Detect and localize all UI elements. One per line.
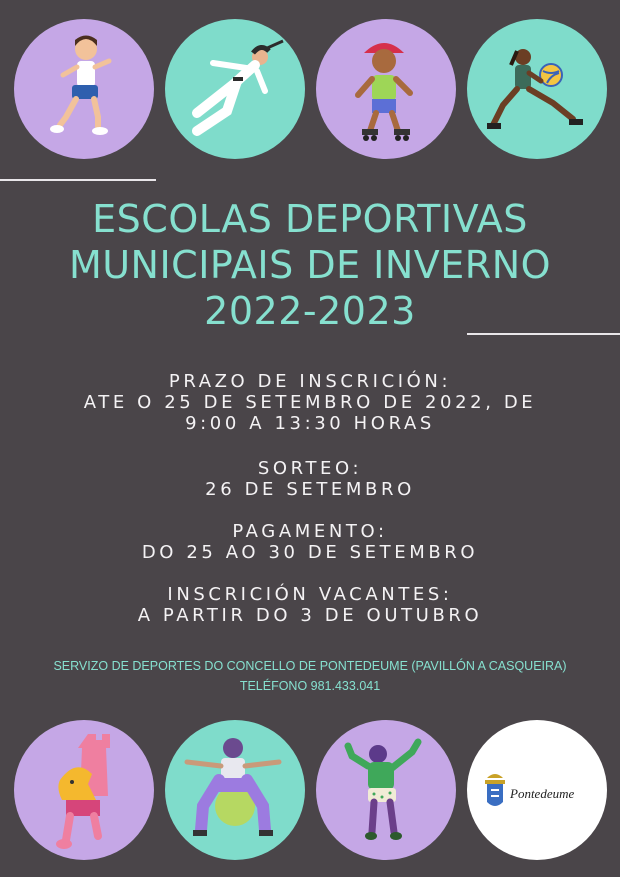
service-name: SERVIZO DE DEPORTES DO CONCELLO DE PONTEDEUME (PAVILLÓN A CASQUEIRA) (53, 659, 567, 673)
title-line-3: 2022-2023 (204, 289, 416, 333)
contact-block (0, 656, 620, 696)
chess-pieces-icon (14, 720, 154, 860)
payment-block (0, 521, 620, 563)
payment-label: PAGAMENTO: (232, 521, 388, 542)
payment-dates: DO 25 AO 30 DE SETEMBRO (141, 542, 479, 563)
vacancies-date: A PARTIR DO 3 DE OUTUBRO (137, 605, 483, 626)
runner-illustration (14, 19, 154, 159)
gym-ball-illustration (165, 720, 305, 860)
volleyball-illustration (467, 19, 607, 159)
dancer-illustration (316, 720, 456, 860)
registration-line-2: 9:00 A 13:30 HORAS (185, 413, 435, 434)
martial-arts-kick-icon (165, 19, 305, 159)
page-title (0, 196, 620, 334)
registration-line-1: ATE O 25 DE SETEMBRO DE 2022, DE (83, 392, 537, 413)
registration-label: PRAZO DE INSCRICIÓN: (168, 371, 452, 392)
top-divider-line (0, 179, 156, 181)
gym-ball-squat-icon (165, 720, 305, 860)
title-line-2: MUNICIPAIS DE INVERNO (68, 243, 552, 287)
logo-text: Pontedeume (510, 786, 575, 801)
draw-block (0, 458, 620, 500)
draw-label: SORTEO: (257, 458, 363, 479)
vacancies-label: INSCRICIÓN VACANTES: (167, 584, 453, 605)
dancer-icon (316, 720, 456, 860)
martial-arts-illustration (165, 19, 305, 159)
chess-illustration (14, 720, 154, 860)
registration-block (0, 371, 620, 434)
vacancies-block (0, 584, 620, 626)
title-line-1: ESCOLAS DEPORTIVAS (92, 197, 528, 241)
draw-date: 26 DE SETEMBRO (205, 479, 415, 500)
volleyball-player-icon (467, 19, 607, 159)
roller-skater-icon (316, 19, 456, 159)
phone-number: TELÉFONO 981.433.041 (239, 679, 381, 693)
runner-boy-icon (14, 19, 154, 159)
roller-skater-illustration (316, 19, 456, 159)
bottom-divider-line (467, 333, 620, 335)
